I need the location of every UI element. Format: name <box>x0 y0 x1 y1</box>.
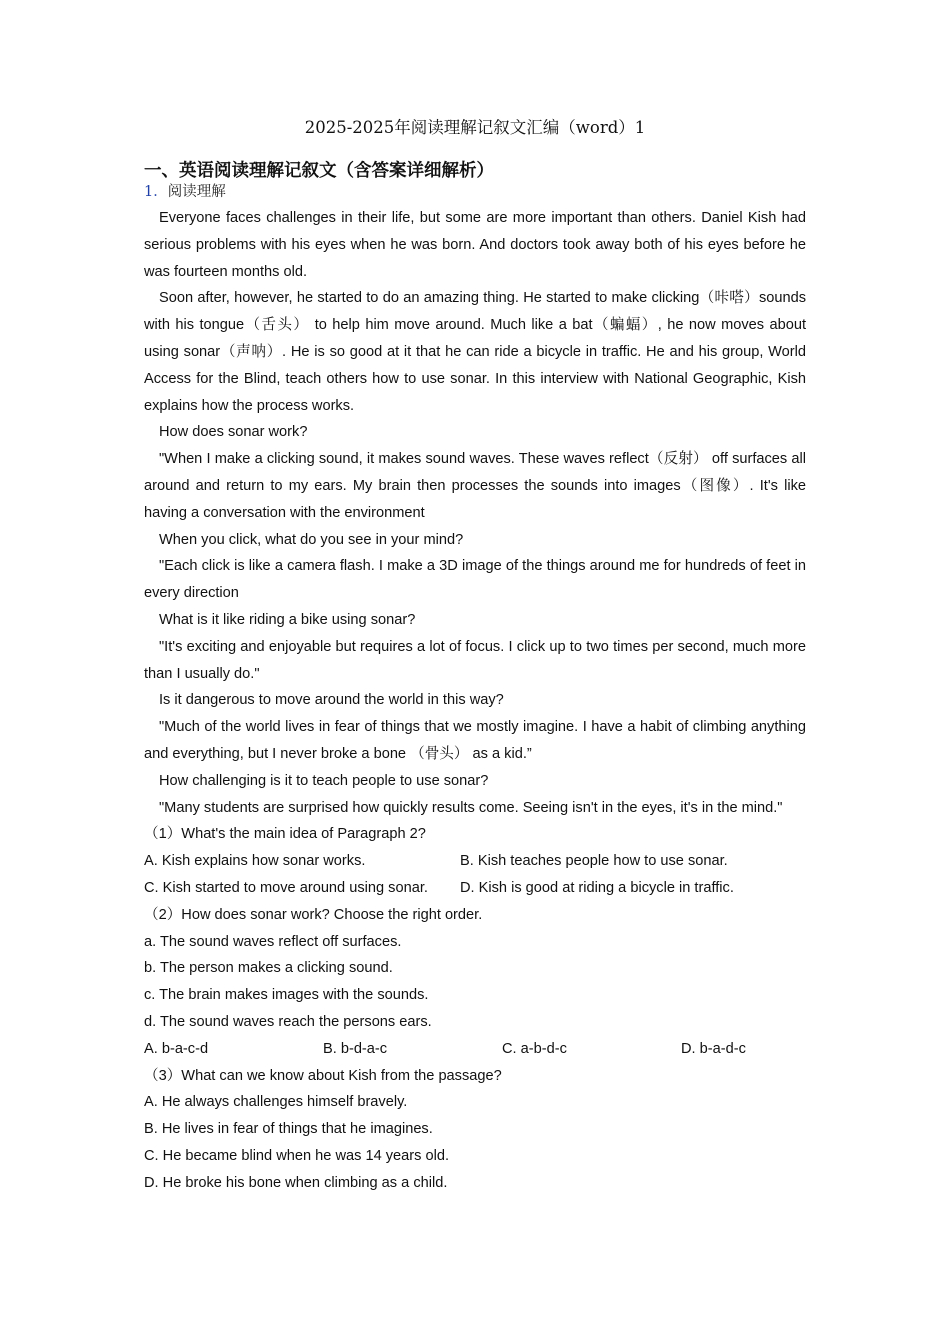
question-2-options-row <box>144 1036 806 1063</box>
passage-body <box>144 205 806 1196</box>
question-2-option-c: C. a-b-d-c <box>502 1040 567 1057</box>
question-1-option-c: C. Kish started to move around using sonar. <box>144 879 428 896</box>
question-2-item: a. The sound waves reflect off surfaces. <box>144 933 402 950</box>
interview-question: How challenging is it to teach people to use sonar? <box>159 772 489 789</box>
question-2-item: b. The person makes a clicking sound. <box>144 960 393 977</box>
document-title: 2025-2025年阅读理解记叙文汇编（word）1 <box>304 118 646 137</box>
question-3-option-d: D. He broke his bone when climbing as a child. <box>144 1174 448 1191</box>
interview-question: When you click, what do you see in your mind? <box>159 531 464 548</box>
section-heading: 一、英语阅读理解记叙文（含答案详细解析） <box>144 161 494 181</box>
question-3-option-b: B. He lives in fear of things that he imagines. <box>144 1121 433 1138</box>
question-label: 阅读理解 <box>167 184 226 200</box>
interview-question: What is it like riding a bike using sonar? <box>159 611 416 628</box>
question-3-option-c: C. He became blind when he was 14 years old. <box>144 1147 450 1164</box>
passage-paragraph: Soon after, however, he started to do an amazing thing. He started to make clicking（咔嗒）sounds with his tongue（舌头） to help him move around. Much like a bat（蝙蝠）, he now moves about using sonar（声呐）. He is so good at it that he can ride a bicycle in traffic. He and his group, World Access for the Blind, teach others how to use sonar. In this interview with National Geographic, Kish explains how the process works. <box>144 290 806 414</box>
question-2-option-b: B. b-d-a-c <box>323 1040 388 1057</box>
question-number: 1． <box>144 184 168 200</box>
question-2-stem: （2）How does sonar work? Choose the right order. <box>144 906 483 923</box>
question-3-stem: （3）What can we know about Kish from the passage? <box>144 1067 502 1084</box>
question-2-item: d. The sound waves reach the persons ears. <box>144 1013 432 1030</box>
interview-answer: "Many students are surprised how quickly results come. Seeing isn't in the eyes, it's in the mind." <box>159 799 783 816</box>
interview-question: Is it dangerous to move around the world in this way? <box>159 692 504 709</box>
question-2-option-d: D. b-a-d-c <box>681 1040 746 1057</box>
question-1-option-a: A. Kish explains how sonar works. <box>144 853 366 870</box>
question-header <box>144 181 226 203</box>
question-2-option-a: A. b-a-c-d <box>144 1040 209 1057</box>
question-1-option-b: B. Kish teaches people how to use sonar. <box>460 853 728 870</box>
interview-answer: "Much of the world lives in fear of things that we mostly imagine. I have a habit of climbing anything and everything, but I never broke a bone （骨头） as a kid.” <box>144 719 806 762</box>
interview-question: How does sonar work? <box>159 424 308 441</box>
question-1-options-row-1 <box>144 848 806 875</box>
interview-answer: "When I make a clicking sound, it makes sound waves. These waves reflect（反射） off surfaces all around and return to my ears. My brain then processes the sounds into images（图像）. It's like having a conversation with the environment <box>144 451 806 521</box>
interview-answer: "Each click is like a camera flash. I make a 3D image of the things around me for hundreds of feet in every direction <box>144 558 806 602</box>
question-1-option-d: D. Kish is good at riding a bicycle in traffic. <box>460 879 734 896</box>
question-1-stem: （1）What's the main idea of Paragraph 2? <box>144 826 426 843</box>
question-1-options-row-2 <box>144 875 806 902</box>
passage-paragraph: Everyone faces challenges in their life, but some are more important than others. Daniel Kish had serious problems with his eyes when he was born. And doctors took away both of his eyes before he was fourteen months old. <box>144 210 806 280</box>
interview-answer: "It's exciting and enjoyable but requires a lot of focus. I click up to two times per second, much more than I usually do." <box>144 638 806 682</box>
question-3-option-a: A. He always challenges himself bravely. <box>144 1094 408 1111</box>
question-2-item: c. The brain makes images with the sounds. <box>144 987 429 1004</box>
